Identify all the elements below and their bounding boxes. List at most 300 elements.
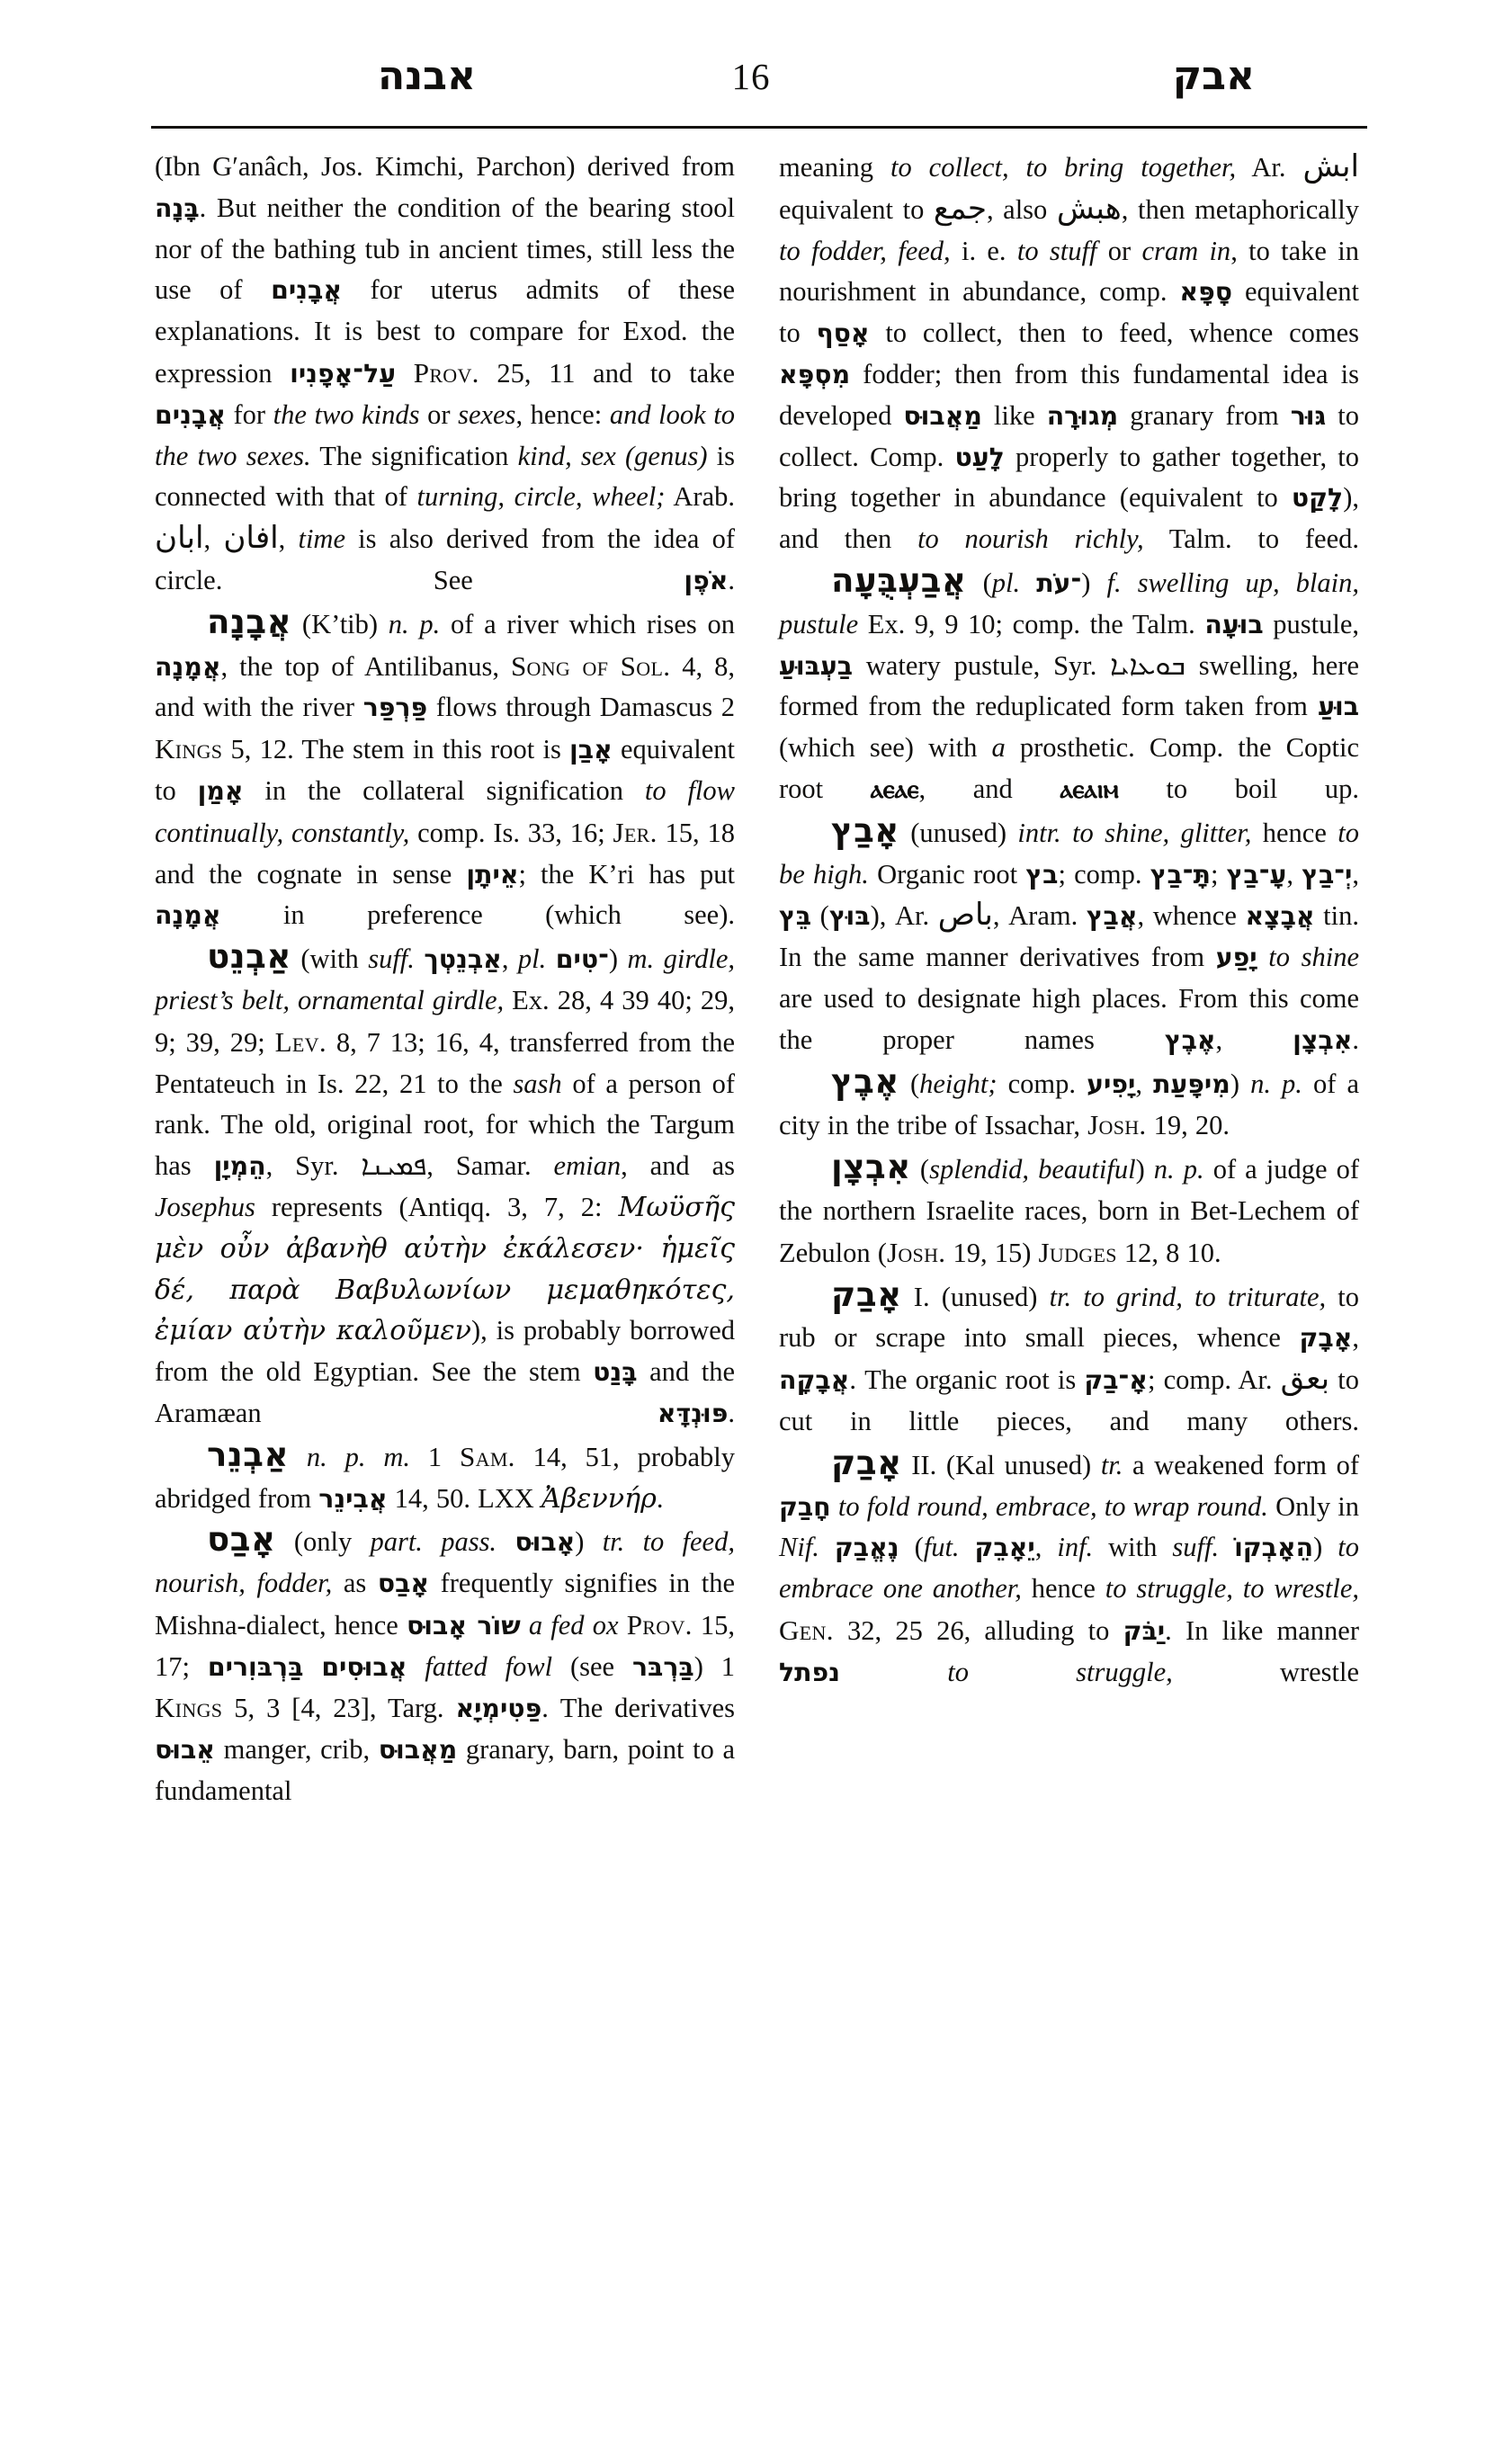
- body-text: .: [656, 1482, 664, 1514]
- body-text: ), and then: [779, 482, 1359, 555]
- body-text: ,: [1034, 1532, 1058, 1563]
- body-text: equivalent to: [779, 276, 1359, 349]
- body-text: [1257, 942, 1269, 972]
- hebrew-word: אָ־בַק: [1084, 1365, 1148, 1396]
- body-text: wrestle: [1172, 1656, 1360, 1687]
- scripture-reference: Sam.: [460, 1440, 515, 1472]
- hebrew-word: אֲבִינֵר: [318, 1483, 388, 1514]
- body-text: in preference (which see).: [220, 899, 735, 931]
- italic-gloss: part. pass.: [370, 1526, 497, 1558]
- italic-gloss: tr.: [1100, 1449, 1123, 1480]
- body-text: is connected with that of: [155, 440, 736, 513]
- italic-gloss: tr. to grind, to triturate,: [1049, 1281, 1327, 1312]
- hebrew-word: תָּ־בַץ: [1150, 859, 1211, 890]
- body-text: [415, 943, 424, 974]
- body-text: , hence:: [515, 398, 610, 430]
- hebrew-word: אֲבָצָא: [1245, 901, 1315, 932]
- greek-quotation: Μωϋσῆς μὲν οὖν ἀβανὴθ αὐτὴν ἐκάλεσεν· ἡμεῖς δέ, παρὰ Βαβυλωνίων μεμαθηκότες, ἐμίαν αὐτὴν καλοῦμεν: [155, 1191, 735, 1347]
- body-text: (: [811, 900, 829, 932]
- italic-gloss: n. p.: [1250, 1068, 1302, 1099]
- hebrew-word: בָּנַט: [593, 1357, 638, 1388]
- body-text: in the collateral signification: [243, 774, 645, 806]
- hebrew-word: אֲבָנִים: [271, 275, 342, 306]
- dictionary-entry: [779, 1061, 1359, 1148]
- body-text: , the top of Antilibanus,: [220, 650, 511, 682]
- body-text: to boil up.: [1118, 773, 1359, 804]
- body-text: equivalent to: [779, 193, 934, 225]
- hebrew-word: נפתל: [779, 1657, 841, 1687]
- hebrew-word: שוֹר אָבוּס: [407, 1610, 521, 1641]
- hebrew-word: אֵבוּס: [155, 1735, 215, 1766]
- body-text: granary, barn, point to a fundamental: [155, 1734, 735, 1807]
- italic-gloss: a fed ox: [528, 1609, 619, 1641]
- italic-gloss: to be high.: [779, 817, 1359, 890]
- italic-gloss: emian: [553, 1150, 622, 1182]
- body-text: ), is probably borrowed from the old Egyptian. See the stem: [155, 1315, 736, 1388]
- body-text: .: [728, 564, 735, 595]
- hebrew-word: אָבַס: [377, 1569, 430, 1599]
- body-text: . In like manner: [1165, 1614, 1359, 1646]
- body-text: to collect, then to feed, whence comes: [869, 317, 1359, 349]
- hebrew-word: נֶאֱבַק: [834, 1533, 899, 1563]
- body-text: ,: [278, 523, 299, 555]
- italic-gloss: f.: [1106, 567, 1122, 598]
- italic-gloss: sexes: [458, 398, 516, 430]
- hebrew-word: בַּרְבּוִרים: [207, 1651, 304, 1682]
- dictionary-entry: [155, 936, 735, 1435]
- body-text: II. (Kal unused): [901, 1449, 1101, 1480]
- body-text: 15, 17;: [155, 1609, 736, 1682]
- body-text: frequently signifies in the Mishna-dialect, hence: [155, 1568, 735, 1641]
- body-text: ; comp.: [1058, 858, 1150, 890]
- italic-gloss: girdle, priest’s belt, ornamental girdle,: [155, 943, 735, 1015]
- italic-gloss: n. p.: [388, 608, 441, 639]
- hebrew-word: יָפִיע: [1087, 1069, 1136, 1099]
- scripture-reference: Josh.: [1087, 1109, 1147, 1141]
- body-text: ): [608, 943, 628, 975]
- hebrew-word: פּוּנְדָּא: [657, 1398, 729, 1428]
- hebrew-lemma: אָבַץ: [831, 809, 899, 850]
- body-text: , and as: [621, 1150, 735, 1182]
- hebrew-lemma: אַבְנֵר: [207, 1434, 290, 1474]
- hebrew-word: אָבוּס: [514, 1527, 576, 1558]
- hebrew-word: הֵמְיָן: [213, 1151, 266, 1182]
- body-text: represents (Antiqq. 3, 7, 2:: [255, 1191, 619, 1222]
- body-text: ): [575, 1526, 603, 1558]
- hebrew-word: פַּטִימְיָא: [455, 1694, 542, 1724]
- dictionary-entry: [779, 1443, 1359, 1694]
- body-text: I. (unused): [901, 1281, 1050, 1312]
- body-text: ): [1230, 1068, 1251, 1099]
- body-text: manger, crib,: [214, 1734, 379, 1766]
- italic-gloss: m.: [627, 943, 655, 975]
- italic-gloss: sash: [513, 1068, 562, 1099]
- italic-gloss: suff.: [368, 943, 415, 975]
- body-text: [819, 1532, 835, 1562]
- body-text: .: [728, 1397, 735, 1428]
- greek-quotation: Ἀβεννήρ: [541, 1482, 657, 1515]
- body-text: (which see) with: [779, 732, 992, 764]
- body-text: ,: [203, 523, 224, 555]
- coptic-word: ⲁⲉⲁⲓⲙ: [1060, 773, 1119, 804]
- body-text: (only: [275, 1526, 371, 1558]
- body-text: 8, 7 13; 16, 4, transferred from the Pentateuch in Is. 22, 21 to the: [155, 1026, 735, 1099]
- body-text: 14, 50. LXX: [387, 1482, 541, 1514]
- coptic-word: ⲁⲉⲁⲉ: [870, 773, 919, 804]
- body-text: (see: [552, 1650, 632, 1682]
- italic-gloss: to collect, to bring together,: [890, 152, 1237, 183]
- body-text: 12, 8 10.: [1116, 1237, 1221, 1268]
- hebrew-word: פַּרְפַּר: [362, 693, 428, 723]
- hebrew-lemma: אָבַק: [831, 1442, 902, 1482]
- body-text: , also: [986, 193, 1057, 225]
- italic-gloss: cram in: [1141, 235, 1231, 266]
- dictionary-entry: [155, 147, 735, 602]
- body-text: 32, 25 26, alluding to: [833, 1614, 1123, 1646]
- body-text: swelling, here formed from the reduplicated form taken from: [779, 649, 1359, 722]
- body-text: , and: [918, 773, 1060, 804]
- scripture-reference: Prov.: [626, 1608, 693, 1641]
- body-text: ,: [1135, 1068, 1154, 1099]
- body-text: [289, 1442, 307, 1472]
- hebrew-word: עָ־בַץ: [1226, 859, 1287, 890]
- body-text: pustule,: [1263, 608, 1359, 639]
- italic-gloss: Josephus: [155, 1191, 255, 1222]
- body-text: granary from: [1118, 399, 1291, 431]
- body-text: ) 1: [693, 1650, 735, 1682]
- body-text: 19, 20.: [1146, 1110, 1230, 1141]
- italic-gloss: inf.: [1057, 1532, 1094, 1563]
- italic-gloss: to fodder, feed,: [779, 235, 951, 266]
- body-text: prosthetic. Comp. the Coptic root: [779, 732, 1359, 804]
- hebrew-word: אֲבוּסִים: [321, 1651, 407, 1682]
- hebrew-word: בַּרְבּר: [631, 1651, 694, 1682]
- body-text: ,: [1352, 1322, 1359, 1354]
- body-text: with: [1093, 1532, 1173, 1563]
- body-text: ,: [1352, 858, 1359, 890]
- body-text: hence: [1021, 1573, 1105, 1605]
- dictionary-entry: [779, 1147, 1359, 1274]
- hebrew-word: אָסַף: [816, 318, 870, 349]
- body-text: fodder; then from this fundamental idea is developed: [779, 358, 1359, 431]
- scripture-reference: Gen.: [779, 1614, 834, 1646]
- running-head-left-hebrew: אבנה: [378, 53, 477, 99]
- hebrew-word: אַבְנֵטְך: [424, 944, 502, 975]
- body-text: .: [1352, 1024, 1359, 1055]
- body-text: i. e.: [950, 235, 1017, 266]
- scripture-reference: Song of Sol.: [510, 649, 671, 682]
- italic-gloss: to shine: [1268, 942, 1360, 973]
- scripture-reference: Jer.: [613, 816, 658, 848]
- body-text: to rub or scrape into small pieces, whence: [779, 1281, 1359, 1354]
- italic-gloss: pl.: [517, 943, 547, 975]
- body-text: , Aram.: [992, 900, 1087, 932]
- body-text: equivalent to: [155, 734, 735, 806]
- dictionary-entry: [155, 1519, 735, 1812]
- body-text: [654, 943, 663, 974]
- italic-gloss: kind, sex (genus): [517, 440, 708, 471]
- arabic-word: جمع: [933, 190, 987, 227]
- body-text: . But neither the condition of the bearing stool nor of the bathing tub in ancient times, still less the use of: [155, 192, 735, 306]
- italic-gloss: pl.: [991, 567, 1021, 598]
- italic-gloss: to stuff: [1016, 235, 1097, 266]
- body-text: ; the K’ri has put: [518, 858, 735, 890]
- body-text: watery pustule, Syr.: [853, 649, 1111, 681]
- hebrew-lemma: אָבַק: [831, 1274, 902, 1314]
- body-text: ;: [1210, 858, 1227, 890]
- body-text: ; comp. Ar.: [1147, 1364, 1281, 1396]
- hebrew-word: אֲבַץ: [1086, 901, 1138, 932]
- body-text: [619, 1610, 627, 1641]
- arabic-word: باص: [937, 897, 993, 934]
- body-text: 19, 15): [945, 1237, 1039, 1268]
- hebrew-word: אֶבֶץ: [1164, 1024, 1216, 1055]
- dictionary-entry: [155, 1435, 735, 1520]
- hebrew-word: עַל־אָפָנִיו: [290, 358, 397, 389]
- italic-gloss: to feed, nourish, fodder,: [155, 1526, 735, 1599]
- body-text: tin. In the same manner derivatives from: [779, 900, 1359, 973]
- body-text: ): [1313, 1532, 1338, 1563]
- italic-gloss: fatted fowl: [425, 1650, 553, 1682]
- body-text: [624, 1526, 642, 1557]
- arabic-word: ابش: [1302, 148, 1359, 184]
- dictionary-entry: [779, 560, 1359, 810]
- hebrew-word: מִיפָּעַת: [1153, 1069, 1230, 1099]
- hebrew-word: אָבַן: [569, 735, 613, 765]
- body-text: [960, 1532, 975, 1562]
- hebrew-word: אָבָק: [1299, 1323, 1353, 1354]
- body-text: for: [225, 398, 273, 430]
- body-text: and the Aramæan: [155, 1356, 735, 1428]
- body-text: [407, 1651, 425, 1682]
- body-text: or: [1096, 235, 1142, 266]
- scripture-reference: Judges: [1038, 1236, 1117, 1268]
- hebrew-word: אֵיתָן: [466, 859, 519, 890]
- body-text: [1020, 568, 1036, 598]
- hebrew-word: בַעְבּוּעַ: [779, 650, 854, 681]
- body-text: ): [1135, 1154, 1154, 1185]
- body-text: ,: [501, 943, 518, 975]
- hebrew-lemma: אֶבֶץ: [831, 1060, 899, 1101]
- body-text: , Samar.: [426, 1150, 554, 1182]
- hebrew-word: מַאֲבוּס: [378, 1735, 458, 1766]
- body-text: of a city in the tribe of Issachar,: [779, 1068, 1360, 1141]
- italic-gloss: to nourish richly,: [917, 523, 1144, 555]
- hebrew-word: בָּנָה: [155, 192, 200, 223]
- italic-gloss: to struggle, to wrestle,: [1105, 1573, 1359, 1605]
- header-rule: [151, 126, 1367, 129]
- page-number: 16: [731, 56, 771, 97]
- column-right: [779, 147, 1359, 1693]
- body-text: [546, 943, 555, 974]
- hebrew-word: בוּעַ: [1318, 692, 1359, 722]
- dictionary-entry: [779, 147, 1359, 560]
- italic-gloss: a: [991, 732, 1006, 764]
- body-text: . The derivatives: [541, 1693, 735, 1724]
- italic-gloss: to fold round, embrace, to wrap round.: [837, 1490, 1268, 1522]
- hebrew-word: מִסְפָּא: [779, 359, 851, 389]
- hebrew-word: מַאֲבוּס: [903, 400, 982, 431]
- body-text: Organic root: [868, 858, 1026, 890]
- arabic-word: بعق: [1280, 1361, 1330, 1398]
- hebrew-word: ־עֹת: [1036, 568, 1082, 598]
- body-text: Arab.: [665, 481, 735, 513]
- scripture-reference: Kings: [155, 1692, 223, 1724]
- body-text: The signification: [310, 440, 518, 471]
- body-text: [497, 1526, 514, 1557]
- hebrew-lemma: אִבְצָן: [831, 1147, 911, 1187]
- body-text: (Ibn G′anâch, Jos. Kimchi, Parchon) derived from: [155, 151, 735, 182]
- body-text: ,: [1215, 1024, 1293, 1055]
- italic-gloss: to struggle,: [947, 1656, 1173, 1687]
- body-text: is also derived from the idea of circle. See: [155, 523, 736, 595]
- hebrew-word: יְ־בַץ: [1302, 859, 1353, 890]
- body-text: of a judge of the northern Israelite races, born in Bet-Lechem of Zebulon (: [779, 1154, 1359, 1268]
- hebrew-lemma: אֲבָנָה: [207, 601, 292, 641]
- body-text: comp. Is. 33, 16;: [409, 817, 613, 848]
- italic-gloss: to flow continually, constantly,: [155, 774, 735, 848]
- body-text: Ex. 9, 9 10; comp. the Talm.: [858, 608, 1205, 639]
- body-text: 4, 8, and with the river: [155, 650, 735, 723]
- body-text: , to take in nourishment in abundance, comp.: [779, 235, 1359, 308]
- body-text: [303, 1651, 321, 1682]
- body-text: 15, 18 and the cognate in sense: [155, 817, 735, 890]
- body-text: Ex. 28, 4 39 40; 29, 9; 39, 29;: [155, 984, 735, 1058]
- body-text: [396, 358, 414, 389]
- hebrew-lemma: אַבְנֵט: [207, 936, 291, 977]
- hebrew-word: מְגוּרָה: [1046, 400, 1119, 431]
- arabic-word: افان: [223, 520, 279, 557]
- scripture-reference: Prov.: [413, 356, 479, 389]
- body-text: Only in: [1267, 1490, 1360, 1522]
- hebrew-word: גּוּר: [1290, 400, 1327, 431]
- body-text: (unused): [899, 817, 1018, 848]
- running-head: [153, 43, 1349, 110]
- body-text: . The organic root is: [849, 1364, 1085, 1396]
- body-text: to cut in little pieces, and many others.: [779, 1364, 1359, 1436]
- body-text: 25, 11 and to take: [479, 357, 735, 389]
- hebrew-word: אִבְצָן: [1293, 1024, 1353, 1055]
- italic-gloss: swelling up, blain, pustule: [779, 567, 1359, 639]
- body-text: , whence: [1137, 900, 1246, 932]
- hebrew-word: בֵּץ: [779, 901, 812, 932]
- hebrew-word: לָקַט: [1291, 483, 1344, 514]
- italic-gloss: splendid, beautiful: [929, 1154, 1136, 1185]
- body-text: properly to gather together, to bring together in abundance (equivalent to: [779, 441, 1359, 514]
- italic-gloss: intr. to shine, glitter,: [1017, 817, 1252, 848]
- body-text: ), Ar.: [870, 900, 938, 932]
- hebrew-word: הֵאָבְקוֹ: [1234, 1533, 1314, 1563]
- italic-gloss: turning, circle, wheel;: [416, 481, 666, 513]
- italic-gloss: tr.: [602, 1526, 625, 1558]
- dictionary-entry: [779, 1274, 1359, 1443]
- body-text: for uterus admits of these explanations. It is best to compare for Exod. the expression: [155, 274, 735, 389]
- hebrew-word: אֹפֶן: [684, 565, 729, 595]
- body-text: 5, 3 [4, 23], Targ.: [222, 1693, 456, 1724]
- scripture-reference: Kings: [155, 733, 223, 765]
- italic-gloss: and look to the two sexes.: [155, 398, 735, 471]
- hebrew-word: סָפָּא: [1179, 277, 1232, 308]
- hebrew-word: בוּעָה: [1204, 609, 1264, 639]
- italic-gloss: height;: [919, 1068, 998, 1099]
- body-text: [831, 1491, 838, 1522]
- body-text: (: [966, 567, 992, 598]
- hebrew-word: אָמַן: [197, 775, 244, 806]
- syriac-word: ܒܘܥܐܝܐ: [1110, 649, 1185, 682]
- body-text: (: [899, 1068, 920, 1099]
- italic-gloss: the two kinds: [273, 398, 420, 430]
- hebrew-word: אֲבָנִים: [155, 399, 226, 430]
- hebrew-word: ־טִים: [555, 944, 609, 975]
- body-text: (: [910, 1154, 930, 1185]
- hebrew-word: אֲבָקָה: [779, 1365, 850, 1396]
- body-text: are used to designate high places. From this come the proper names: [779, 982, 1359, 1055]
- body-text: as: [332, 1568, 378, 1599]
- italic-gloss: suff.: [1172, 1532, 1220, 1563]
- body-text: meaning: [779, 152, 890, 183]
- body-text: ): [1081, 567, 1107, 598]
- body-text: Ar.: [1236, 152, 1303, 183]
- running-head-right-hebrew: אבק: [1172, 53, 1255, 99]
- hebrew-word: בץ: [1025, 859, 1059, 890]
- italic-gloss: n. p. m.: [306, 1441, 411, 1472]
- hebrew-word: אֲמָנָה: [155, 651, 221, 682]
- body-text: , then metaphorically: [1121, 193, 1359, 225]
- hebrew-lemma: אֲבַעְבֻּעָה: [831, 559, 967, 600]
- body-text: of a person of rank. The old, original root, for which the Targum has: [155, 1068, 735, 1182]
- body-text: [1122, 568, 1138, 598]
- hebrew-word: בּוּץ: [828, 901, 871, 932]
- body-text: like: [981, 399, 1047, 431]
- arabic-word: ابان: [155, 520, 204, 557]
- body-text: (: [899, 1532, 924, 1563]
- body-text: [840, 1657, 947, 1687]
- column-left: [155, 147, 735, 1812]
- body-text: Talm. to feed.: [1143, 523, 1359, 555]
- body-text: 1: [410, 1441, 461, 1472]
- hebrew-word: לָעַט: [954, 442, 1005, 472]
- body-text: a weakened form of: [1123, 1449, 1359, 1480]
- body-text: ,: [1286, 858, 1302, 890]
- dictionary-entry: [155, 602, 735, 936]
- body-text: 14, 51, probably abridged from: [155, 1441, 736, 1514]
- syriac-word: ܦܡܝܢܐ: [361, 1150, 427, 1183]
- hebrew-word: יֵאָבֵק: [974, 1533, 1035, 1563]
- hebrew-word: אֲמָנָה: [155, 900, 221, 931]
- hebrew-lemma: אָבַס: [207, 1519, 276, 1560]
- scripture-reference: Lev.: [274, 1025, 327, 1058]
- body-text: (K’tib): [291, 608, 389, 639]
- dictionary-entry: [779, 810, 1359, 1061]
- hebrew-word: יָפַע: [1215, 943, 1257, 973]
- italic-gloss: fut.: [923, 1532, 960, 1563]
- scripture-reference: Josh.: [886, 1236, 946, 1268]
- body-text: comp.: [997, 1068, 1087, 1099]
- body-text: (with: [291, 943, 369, 975]
- body-text: [521, 1610, 529, 1641]
- body-text: flows through Damascus 2: [427, 692, 735, 723]
- italic-gloss: n. p.: [1153, 1154, 1204, 1185]
- italic-gloss: Nif.: [779, 1532, 819, 1563]
- italic-gloss: time: [298, 523, 345, 555]
- body-text: or: [419, 398, 459, 430]
- italic-gloss: to embrace one another,: [779, 1532, 1359, 1605]
- body-text: 5, 12. The stem in this root is: [222, 734, 570, 765]
- body-text: of a river which rises on: [440, 608, 735, 639]
- arabic-word: هبش: [1056, 190, 1122, 227]
- hebrew-word: חָבַק: [779, 1491, 831, 1522]
- body-text: [1219, 1532, 1234, 1562]
